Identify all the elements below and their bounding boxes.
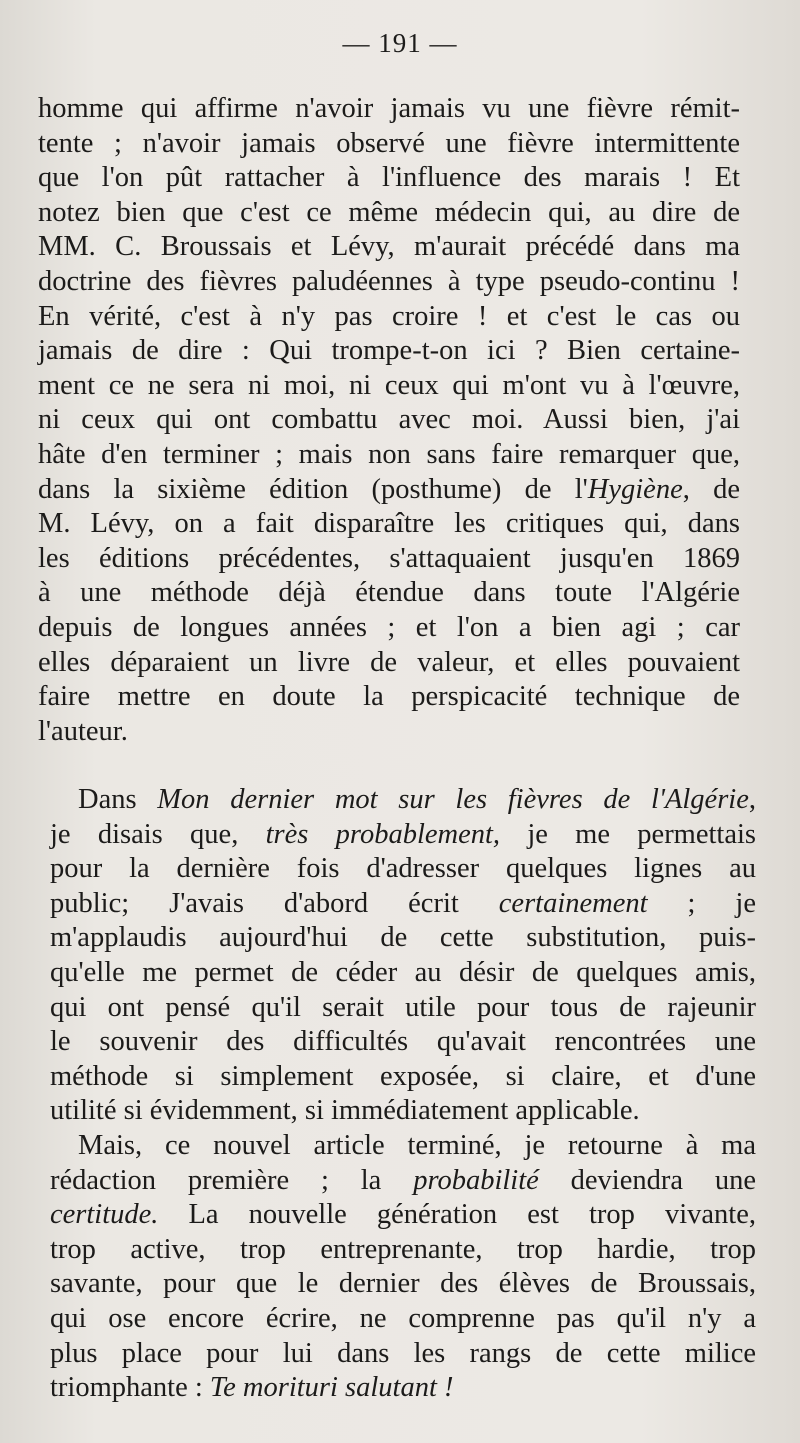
text-line: depuis de longues années ; et l'on a bien agi ; car xyxy=(38,611,740,643)
text-line: faire mettre en doute la perspicacité technique de xyxy=(38,681,740,713)
text-line: Mais, ce nouvel article terminé, je retourne à ma xyxy=(78,1129,756,1161)
text-line: pour la dernière fois d'adresser quelques lignes au xyxy=(50,853,756,885)
italic-phrase: Mon dernier mot sur les fièvres de l'Algérie xyxy=(157,784,749,815)
text-line: méthode si simplement exposée, si claire, et d'une xyxy=(50,1060,756,1092)
text-line xyxy=(50,783,756,818)
italic-phrase: Hygiène xyxy=(587,473,683,505)
text-line: trop active, trop entreprenante, trop hardie, trop xyxy=(50,1233,756,1265)
text-line: tente ; n'avoir jamais observé une fièvre intermittente xyxy=(38,127,740,159)
text-line: m'applaudis aujourd'hui de cette substitution, puis- xyxy=(50,922,756,954)
text-block-bottom xyxy=(50,783,756,1406)
text-line: qui ose encore écrire, ne comprenne pas qu'il n'y a xyxy=(50,1302,756,1334)
text-line: homme qui affirme n'avoir jamais vu une fièvre rémit- xyxy=(38,93,740,124)
italic-phrase: très probablement, xyxy=(265,818,501,850)
text-line: ment ce ne sera ni moi, ni ceux qui m'ont vu à l'œuvre, xyxy=(38,369,740,401)
text-segment: , de xyxy=(682,473,740,505)
text-line: le souvenir des difficultés qu'avait rencontrées une xyxy=(50,1026,756,1058)
paragraph-mais xyxy=(50,1129,756,1406)
text-line: doctrine des fièvres paludéennes à type pseudo-continu ! xyxy=(38,265,740,297)
text-line: les éditions précédentes, s'attaquaient jusqu'en 1869 xyxy=(38,542,740,574)
paragraph-dernier-mot xyxy=(50,783,756,1129)
text-segment: , xyxy=(748,784,756,815)
text-line xyxy=(50,887,756,922)
italic-phrase: certitude. xyxy=(50,1199,159,1231)
paragraph-continuation xyxy=(38,92,740,749)
text-line xyxy=(50,1164,756,1199)
text-line: utilité si évidemment, si immédiatement applicable. xyxy=(50,1095,640,1127)
text-segment: rédaction première ; la xyxy=(50,1164,414,1196)
text-segment: Dans xyxy=(78,784,158,815)
text-line: notez bien que c'est ce même médecin qui, au dire de xyxy=(38,196,740,228)
text-segment: ; je xyxy=(647,887,756,919)
text-line: l'auteur. xyxy=(38,715,128,747)
italic-phrase: probabilité xyxy=(413,1164,539,1196)
text-line xyxy=(38,473,740,508)
text-line xyxy=(50,1371,756,1406)
text-line: qui ont pensé qu'il serait utile pour tous de rajeunir xyxy=(50,991,756,1023)
text-segment: dans la sixième édition (posthume) de l' xyxy=(38,473,588,505)
text-line: que l'on pût rattacher à l'influence des marais ! Et xyxy=(38,162,740,194)
text-line: En vérité, c'est à n'y pas croire ! et c'est le cas ou xyxy=(38,300,740,332)
italic-phrase: Te morituri salutant ! xyxy=(209,1372,454,1404)
text-line: savante, pour que le dernier des élèves de Broussais, xyxy=(50,1268,756,1300)
text-line: qu'elle me permet de céder au désir de quelques amis, xyxy=(50,956,756,988)
text-line: jamais de dire : Qui trompe-t-on ici ? Bien certaine- xyxy=(38,335,740,367)
text-segment: je disais que, xyxy=(50,818,266,850)
text-line: à une méthode déjà étendue dans toute l'Algérie xyxy=(38,577,740,609)
text-line: plus place pour lui dans les rangs de cette milice xyxy=(50,1337,756,1369)
text-segment: public; J'avais d'abord écrit xyxy=(50,887,499,919)
text-line: hâte d'en terminer ; mais non sans faire remarquer que, xyxy=(38,438,740,470)
text-line: MM. C. Broussais et Lévy, m'aurait précédé dans ma xyxy=(38,231,740,263)
text-line xyxy=(50,818,756,853)
text-line: elles déparaient un livre de valeur, et elles pouvaient xyxy=(38,646,740,678)
text-segment: deviendra une xyxy=(538,1164,757,1196)
text-segment: La nouvelle génération est trop vivante, xyxy=(158,1199,756,1231)
text-segment: triomphante : xyxy=(50,1372,210,1404)
text-segment: je me permettais xyxy=(500,818,756,850)
text-line: M. Lévy, on a fait disparaître les critiques qui, dans xyxy=(38,508,740,540)
text-line xyxy=(50,1198,756,1233)
page-number: — 191 — xyxy=(342,28,458,58)
text-line: ni ceux qui ont combattu avec moi. Aussi bien, j'ai xyxy=(38,404,740,436)
italic-phrase: certainement xyxy=(498,887,648,919)
